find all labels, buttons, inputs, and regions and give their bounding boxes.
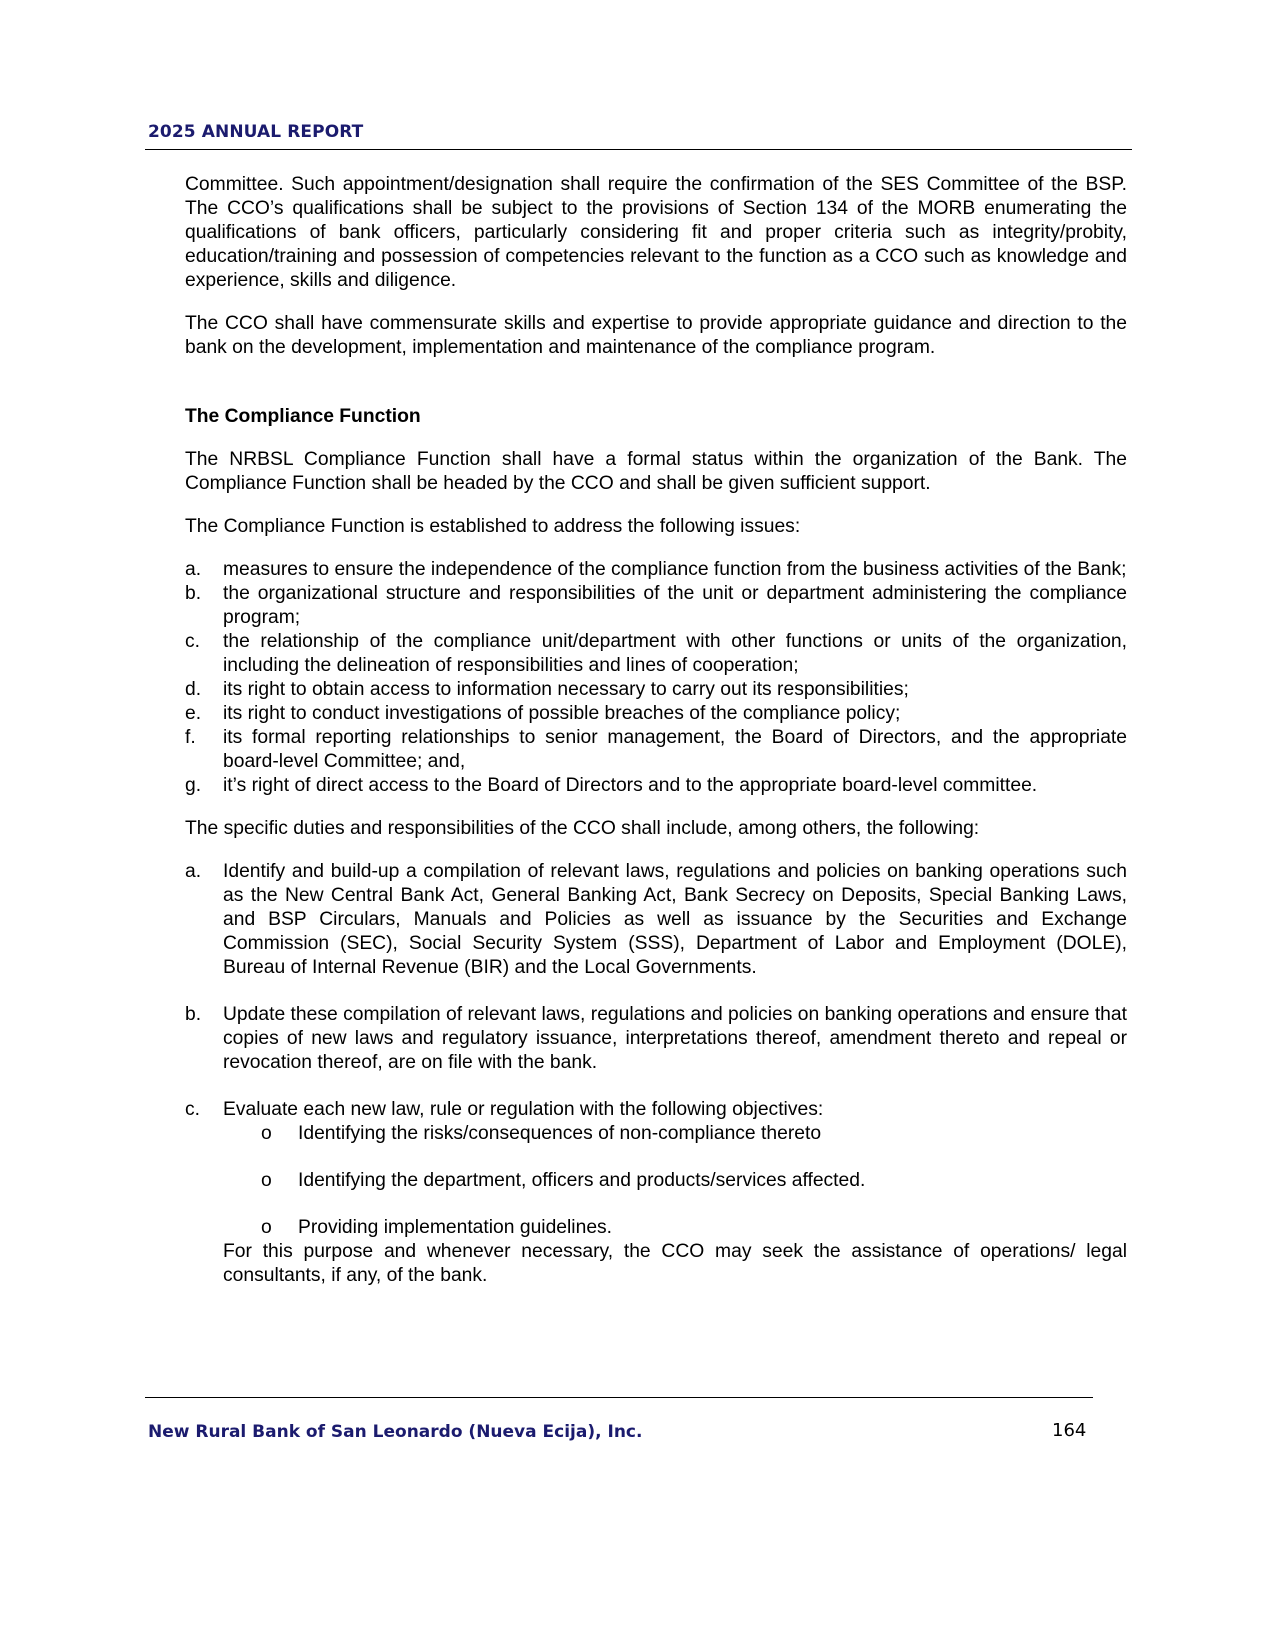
duties-list (185, 860, 1127, 1288)
list-item (185, 630, 1127, 678)
document-body (185, 173, 1127, 1288)
list-marker: c. (185, 631, 200, 652)
list-item-text: the organizational structure and responsibilities of the unit or department administering the compliance program; (223, 583, 1127, 628)
page-number: 164 (1052, 1420, 1087, 1441)
circle-bullet-icon: o (261, 1170, 272, 1191)
section-heading-compliance-function: The Compliance Function (185, 406, 421, 427)
sublist-item (223, 1216, 1127, 1240)
list-item (185, 774, 1127, 798)
list-marker: b. (185, 583, 202, 604)
list-item-text: its right to obtain access to information necessary to carry out its responsibilities; (223, 679, 909, 700)
list-item (185, 702, 1127, 726)
sublist-item-text: Identifying the risks/consequences of non-compliance thereto (298, 1123, 822, 1144)
list-item-text: its formal reporting relationships to senior management, the Board of Directors, and the appropriate board-level Committee; and, (223, 727, 1127, 772)
list-marker: a. (185, 861, 202, 882)
list-item-text: Update these compilation of relevant laws, regulations and policies on banking operations and ensure that copies of new laws and regulatory issuance, interpretations thereof, amendment thereto and repeal or revocation thereof, are on file with the bank. (223, 1004, 1127, 1073)
objectives-sublist (223, 1122, 1127, 1240)
header-divider (145, 149, 1132, 150)
list-item (185, 726, 1127, 774)
list-marker: b. (185, 1004, 202, 1025)
sublist-item-text: Providing implementation guidelines. (298, 1217, 613, 1238)
list-item (185, 558, 1127, 582)
list-marker: g. (185, 775, 202, 796)
sublist-item-text: Identifying the department, officers and products/services affected. (298, 1170, 866, 1191)
circle-bullet-icon: o (261, 1217, 272, 1238)
list-item (185, 582, 1127, 630)
sublist-item (223, 1122, 1127, 1146)
sublist-item (223, 1169, 1127, 1193)
list-marker: c. (185, 1099, 200, 1120)
list-item-text: measures to ensure the independence of the compliance function from the business activities of the Bank; (223, 559, 1127, 580)
list-marker: f. (185, 727, 196, 748)
list-item-followup-text: For this purpose and whenever necessary, the CCO may seek the assistance of operations/ legal consultants, if any, of the bank. (223, 1241, 1127, 1286)
footer-bank-name: New Rural Bank of San Leonardo (Nueva Ecija), Inc. (148, 1422, 643, 1442)
paragraph-compliance-status: The NRBSL Compliance Function shall have a formal status within the organization of the Bank. The Compliance Function shall be headed by the CCO and shall be given sufficient support. (185, 449, 1127, 494)
paragraph-cco-skills: The CCO shall have commensurate skills and expertise to provide appropriate guidance and direction to the bank on the development, implementation and maintenance of the compliance program. (185, 313, 1127, 358)
list-item-text: Identify and build-up a compilation of relevant laws, regulations and policies on banking operations such as the New Central Bank Act, General Banking Act, Bank Secrecy on Deposits, Special Banking Laws, and BSP Circulars, Manuals and Policies as well as issuance by the Securities and Exchange Commission (SEC), Social Security System (SSS), Department of Labor and Employment (DOLE), Bureau of Internal Revenue (BIR) and the Local Governments. (223, 861, 1127, 978)
list-item (185, 1003, 1127, 1075)
footer-divider (145, 1397, 1093, 1398)
issues-list (185, 558, 1127, 798)
circle-bullet-icon: o (261, 1123, 272, 1144)
paragraph-issues-intro: The Compliance Function is established to address the following issues: (185, 516, 801, 537)
list-item-text: Evaluate each new law, rule or regulation with the following objectives: (223, 1099, 824, 1120)
list-item-text: the relationship of the compliance unit/department with other functions or units of the organization, including the delineation of responsibilities and lines of cooperation; (223, 631, 1127, 676)
list-item-text: it’s right of direct access to the Board of Directors and to the appropriate board-level committee. (223, 775, 1038, 796)
list-item (185, 860, 1127, 980)
paragraph-cco-qualifications: Committee. Such appointment/designation shall require the confirmation of the SES Committee of the BSP. The CCO’s qualifications shall be subject to the provisions of Section 134 of the MORB enumerating the qualifications of bank officers, particularly considering fit and proper criteria such as integrity/probity, education/training and possession of competencies relevant to the function as a CCO such as knowledge and experience, skills and diligence. (185, 174, 1127, 291)
paragraph-duties-intro: The specific duties and responsibilities of the CCO shall include, among others, the following: (185, 818, 980, 839)
list-marker: e. (185, 703, 202, 724)
list-marker: a. (185, 559, 202, 580)
list-item-text: its right to conduct investigations of possible breaches of the compliance policy; (223, 703, 901, 724)
report-header-title: 2025 ANNUAL REPORT (148, 122, 364, 142)
list-item (185, 678, 1127, 702)
list-marker: d. (185, 679, 202, 700)
list-item (185, 1098, 1127, 1288)
